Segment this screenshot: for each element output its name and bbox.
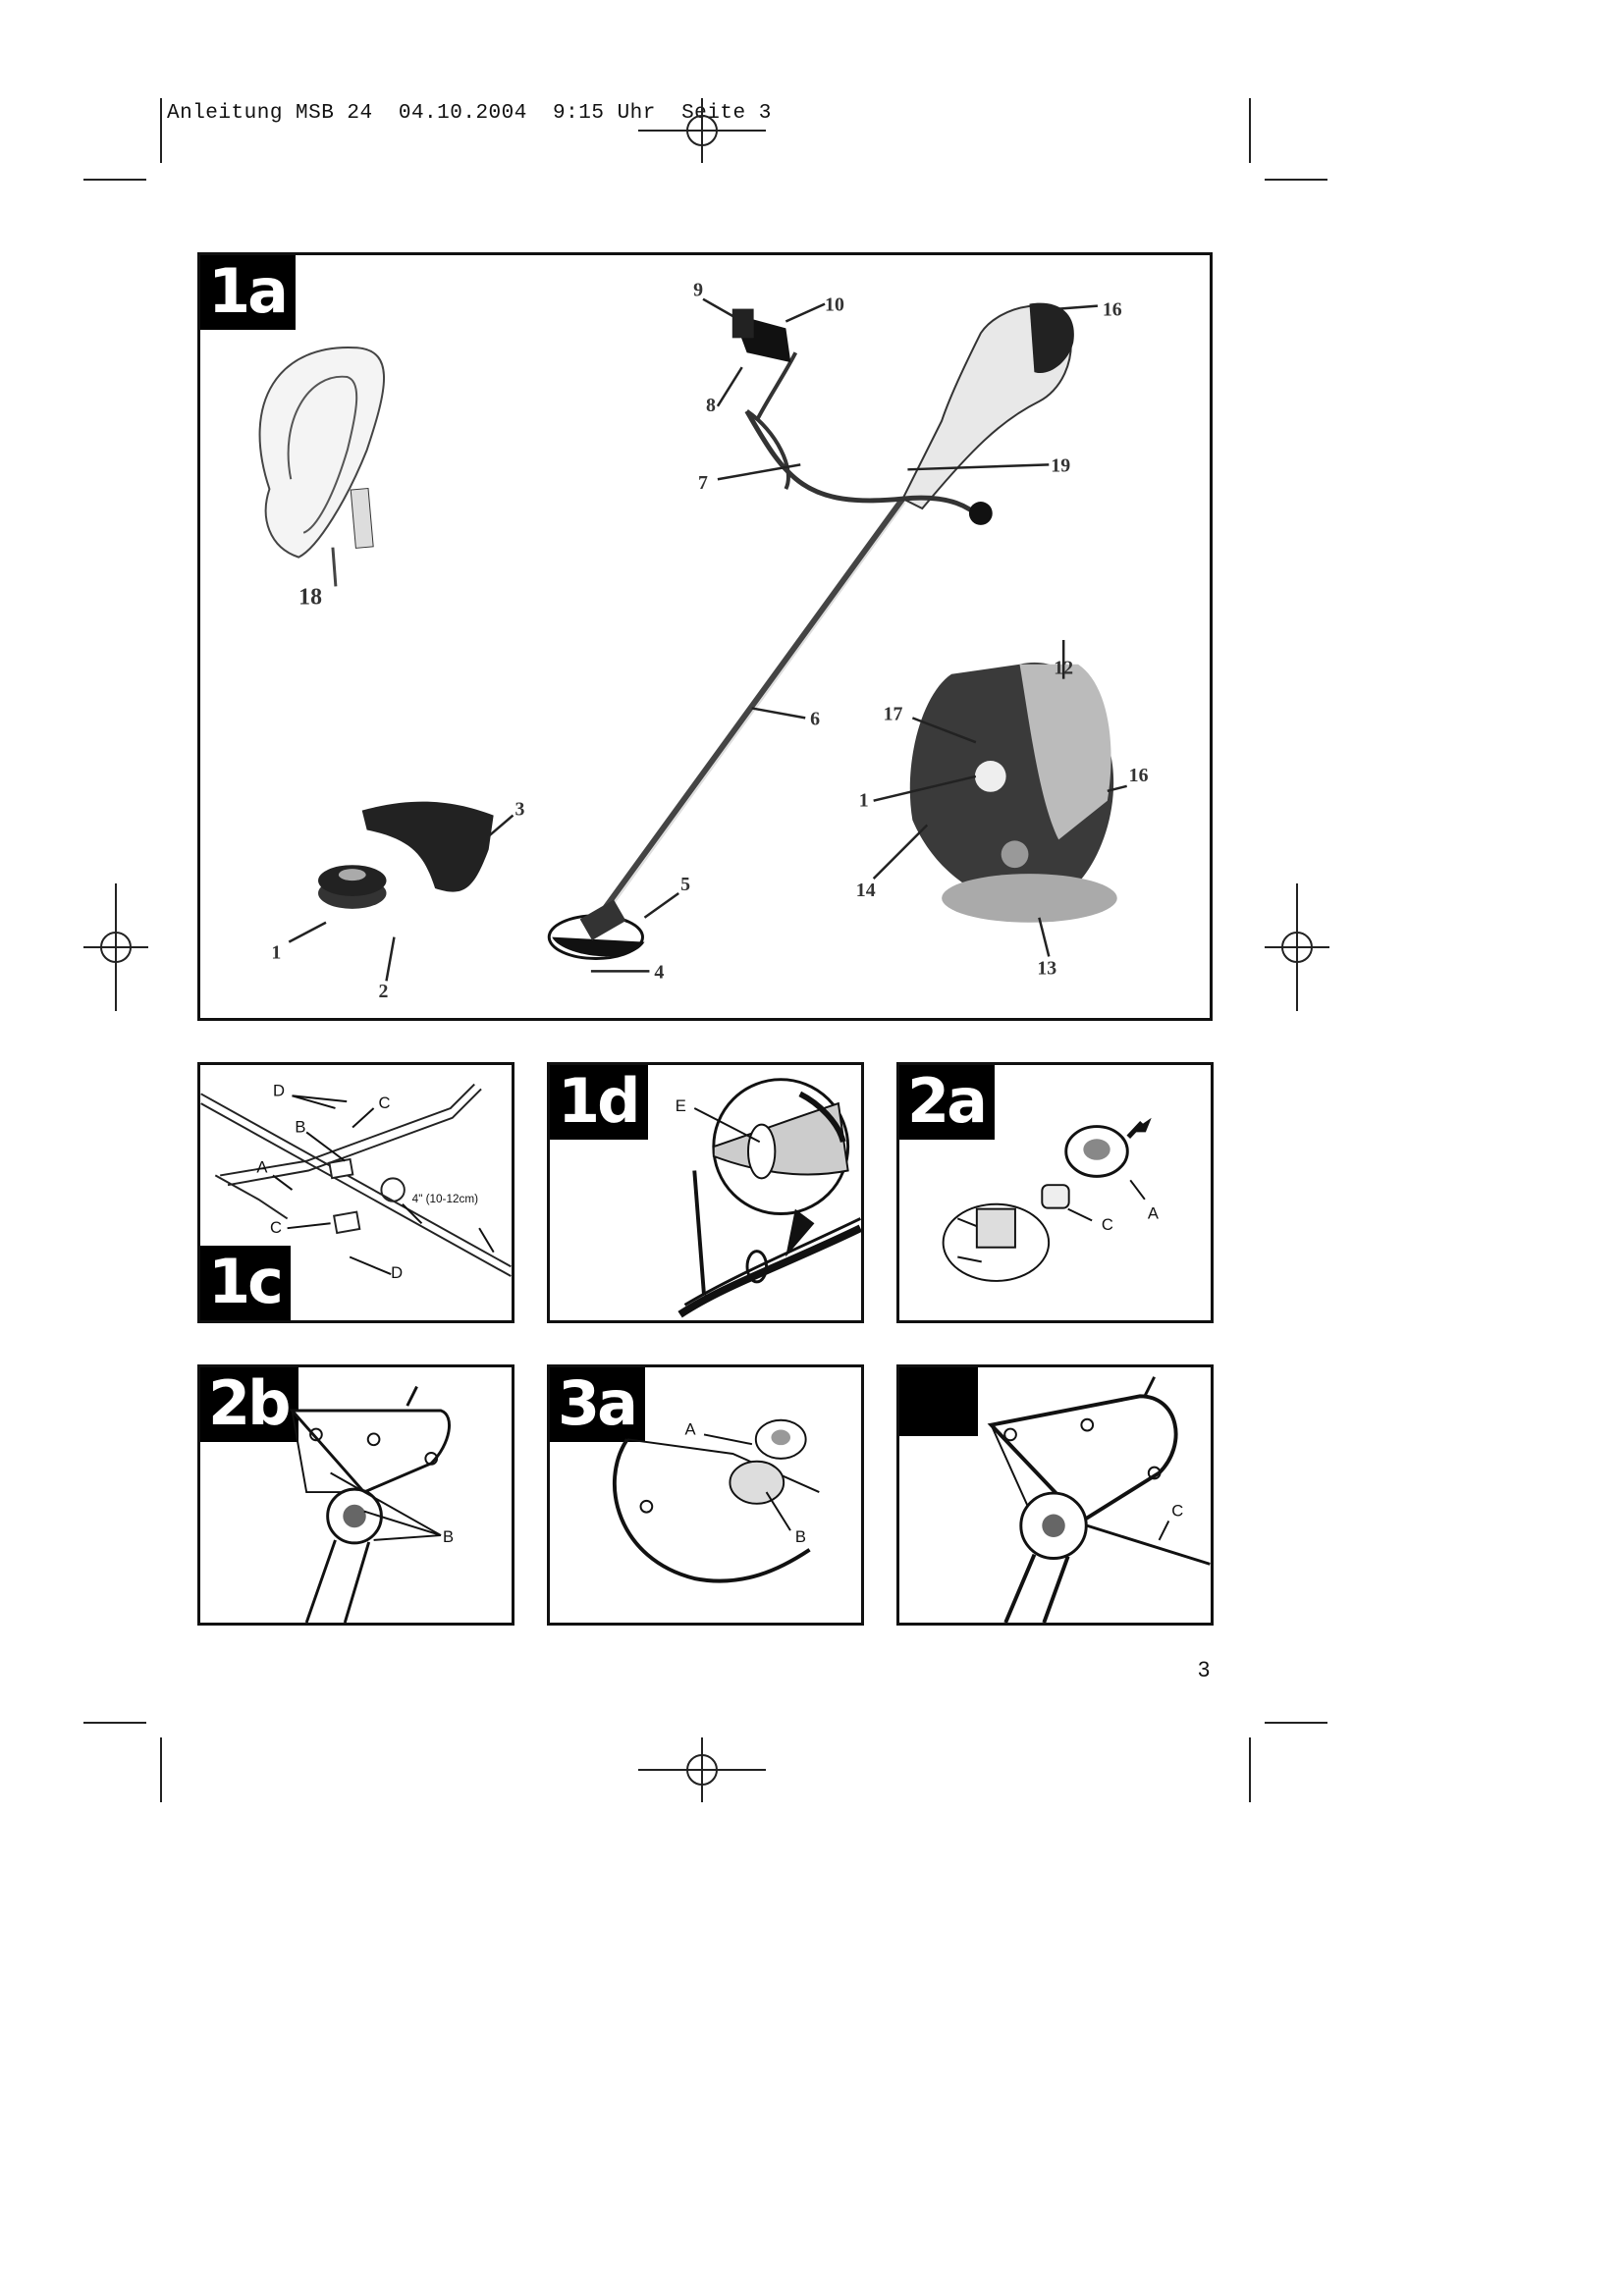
blade-guard-illustration: [899, 1367, 1211, 1623]
callout-label: E: [675, 1095, 686, 1115]
figure-1a: [197, 252, 1213, 1021]
callout-label: 1: [858, 789, 869, 812]
callout-label: 12: [1054, 657, 1074, 679]
crop-mark: [1265, 179, 1327, 181]
figure-3b: [896, 1364, 1214, 1626]
callout-label: 1: [271, 941, 282, 964]
crop-mark: [1249, 1737, 1251, 1802]
callout-label: 7: [698, 472, 708, 495]
callout-label: 14: [855, 879, 876, 901]
callout-label: B: [442, 1526, 455, 1546]
callout-label: C: [378, 1093, 391, 1112]
guard-removal-illustration: [550, 1367, 861, 1623]
print-slug: Anleitung MSB 24 04.10.2004 9:15 Uhr Seite 3: [167, 102, 772, 125]
figure-3a: [547, 1364, 864, 1626]
registration-mark-icon: [638, 98, 766, 163]
callout-label: B: [794, 1526, 806, 1546]
callout-label: A: [1147, 1203, 1159, 1223]
crop-mark: [160, 98, 162, 163]
brush-cutter-overview-illustration: [200, 255, 1210, 1018]
callout-label: C: [1171, 1501, 1184, 1521]
callout-label: 8: [705, 394, 716, 416]
callout-label: 19: [1051, 454, 1071, 477]
callout-label: A: [256, 1157, 268, 1177]
figure-tag: 2a: [899, 1065, 995, 1140]
guard-screws-illustration: [200, 1367, 512, 1623]
callout-label: C: [1101, 1215, 1113, 1235]
figure-tag: 1c: [200, 1246, 291, 1320]
registration-mark-icon: [1265, 883, 1329, 1011]
callout-label: D: [391, 1262, 404, 1282]
figure-1d: [547, 1062, 864, 1323]
callout-label: 4: [654, 961, 665, 984]
callout-label: 2: [378, 981, 389, 1003]
callout-label: A: [684, 1419, 696, 1439]
callout-label: 6: [810, 708, 821, 730]
strap-hook-illustration: [550, 1065, 861, 1320]
crop-mark: [83, 1722, 146, 1724]
figure-tag: 1a: [200, 255, 296, 330]
callout-label: B: [295, 1117, 306, 1137]
callout-label: 9: [693, 279, 704, 301]
figure-2b: [197, 1364, 514, 1626]
figure-2a: [896, 1062, 1214, 1323]
callout-label: 18: [298, 584, 322, 611]
crop-mark: [83, 179, 146, 181]
spool-assembly-illustration: [899, 1065, 1211, 1320]
callout-label: 17: [883, 703, 903, 725]
figure-tag: 2b: [200, 1367, 298, 1442]
measurement-note: 4" (10-12cm): [411, 1192, 479, 1205]
registration-mark-icon: [638, 1737, 766, 1802]
callout-label: D: [272, 1081, 285, 1100]
callout-label: 13: [1037, 957, 1057, 980]
crop-mark: [160, 1737, 162, 1802]
figure-tag: 1d: [550, 1065, 648, 1140]
registration-mark-icon: [83, 883, 148, 1011]
crop-mark: [1249, 98, 1251, 163]
figure-1c: [197, 1062, 514, 1323]
callout-label: C: [270, 1218, 283, 1238]
callout-label: 10: [825, 294, 844, 316]
callout-label: 16: [1128, 764, 1149, 786]
callout-label: 3: [514, 798, 525, 821]
crop-mark: [1265, 1722, 1327, 1724]
callout-label: 5: [680, 874, 691, 896]
callout-label: 16: [1102, 298, 1122, 321]
page-number: 3: [1198, 1657, 1211, 1682]
figure-tag: 3a: [550, 1367, 645, 1442]
